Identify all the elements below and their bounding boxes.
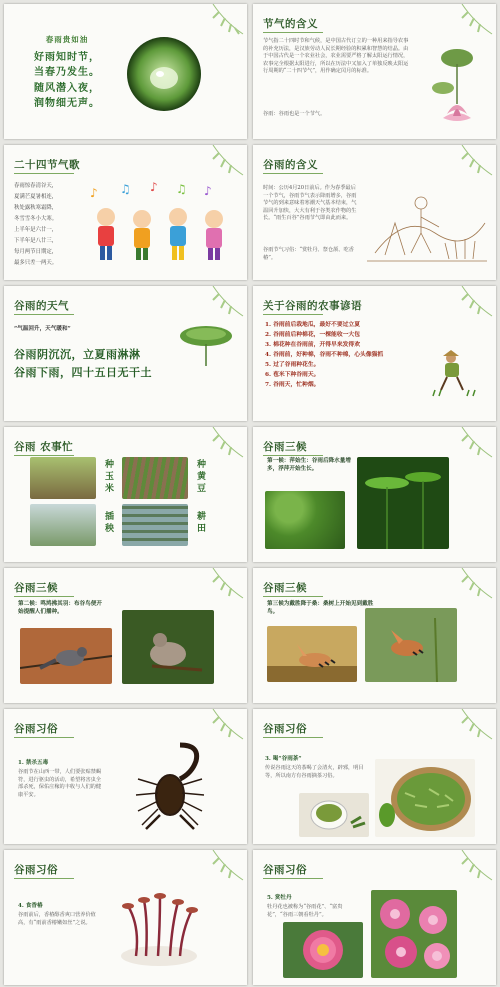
song-line: 最多只差一两天。 — [14, 260, 58, 266]
phase-caption: 第一候：萍始生：谷雨后降水量增多，浮萍开始生长。 — [267, 458, 351, 472]
slide-title: 谷雨三候 — [263, 441, 307, 453]
peony-photo-1 — [283, 922, 363, 978]
willow-leaf-icon — [454, 427, 494, 463]
label-plowing: 耕田 — [195, 511, 205, 535]
willow-leaf-icon — [454, 850, 494, 886]
label-rice: 插秧 — [103, 511, 113, 535]
body-text: 时间：公历4月20日前后。作为春季最后一个节气，谷雨节气表示降雨增多，谷雨节气的到来意味着寒潮天气基本结束，气温回升加快，大大有利于谷类农作物的生长。“雨生百谷”谷雨节气即由此而来。 — [263, 185, 357, 222]
title-underline — [263, 32, 323, 33]
slide-title: 谷雨三候 — [14, 582, 58, 594]
willow-leaf-icon — [454, 709, 494, 745]
farmer-planting-image — [429, 350, 481, 400]
slide-jieqi-meaning[interactable] — [253, 4, 496, 139]
plowing-photo — [122, 504, 188, 546]
footer-text: 谷雨节气习俗：“赏牡丹、祭仓颉、吃香椿”。 — [263, 247, 354, 261]
proverb-line: 谷雨阴沉沉，立夏雨淋淋 — [14, 348, 141, 361]
poem — [34, 32, 100, 112]
title-underline — [263, 737, 323, 738]
willow-leaf-icon — [205, 568, 245, 604]
willow-leaf-icon — [205, 427, 245, 463]
list-item: 1. 谷雨前后栽地瓜，最好不要过立夏 — [265, 322, 361, 328]
slide-title: 谷雨习俗 — [14, 723, 58, 735]
duckweed-photo — [265, 491, 345, 549]
title-underline — [14, 173, 74, 174]
title-underline — [263, 314, 323, 315]
cuckoo-photo-2 — [122, 610, 214, 684]
slide-poem[interactable] — [4, 4, 247, 139]
hoopoe-photo-2 — [365, 608, 457, 682]
list-item: 4. 谷雨前，好种棉，谷雨不种棉，心头像猫抓 — [265, 352, 384, 358]
song-line: 秋处露秋寒霜降， — [14, 205, 58, 211]
footer-text: 谷雨：谷雨也是一个节气。 — [263, 111, 326, 117]
song-lines — [14, 181, 57, 269]
title-underline — [14, 455, 74, 456]
list-item: 6. 苞米下种谷雨天。 — [265, 372, 320, 378]
slide-jieqi-song[interactable] — [4, 145, 247, 280]
soybean-field-photo — [122, 457, 188, 499]
title-underline — [263, 596, 323, 597]
custom-heading: 1. 禁杀五毒 — [18, 760, 49, 766]
lotus-leaf-image — [172, 322, 240, 366]
body-text: 节气指二十四时节和气候，是中国古代订立的一种用来指导农事的补充历法，是汉族劳动人民长期经验的积累和智慧的结晶。由于中国古代是一个农业社会，农业需要严格了解太阳运行情况，农事完全根据太阳进行，所以在历法中又加入了单独反映太阳运行周期的“二十四节气”，用作确定闰月的标准。 — [263, 38, 409, 75]
willow-leaf-icon — [454, 286, 494, 322]
list-item: 5. 过了谷雨种花生。 — [265, 362, 320, 368]
label-soybean: 种黄豆 — [195, 459, 205, 495]
toona-sprouts-image — [116, 886, 202, 972]
title-underline — [14, 596, 74, 597]
willow-leaf-icon — [205, 850, 245, 886]
song-line: 冬雪雪冬小大寒。 — [14, 216, 58, 222]
rice-planting-photo — [30, 504, 96, 546]
slide-custom-4[interactable] — [253, 850, 496, 985]
custom-text: 牡丹花也被称为“谷雨花”、“富贵花”，“谷雨三朝看牡丹”。 — [267, 904, 343, 918]
svg-text:♪: ♪ — [204, 184, 212, 198]
tea-cup-photo — [299, 793, 369, 837]
poem-line: 随风潜入夜， — [34, 82, 100, 94]
poem-heading: 春雨贵如油 — [45, 35, 89, 44]
slide-title: 谷雨习俗 — [14, 864, 58, 876]
willow-leaf-icon — [205, 4, 245, 40]
title-underline — [263, 455, 323, 456]
svg-text:♪: ♪ — [90, 186, 98, 200]
tea-leaves-photo — [375, 759, 475, 837]
custom-heading: 5. 赏牡丹 — [267, 895, 292, 901]
list-item: 2. 谷雨前后种棉花，一棵能收一大包 — [265, 332, 361, 338]
proverb-list — [265, 320, 383, 390]
proverb-line: 谷雨下雨，四十五日无干土 — [14, 366, 152, 379]
poem-line: 润物细无声。 — [34, 98, 100, 109]
willow-leaf-icon — [454, 568, 494, 604]
slide-farm-proverbs[interactable] — [253, 286, 496, 421]
poem-line: 当春乃发生。 — [34, 67, 100, 78]
slide-three-phases-1[interactable] — [253, 427, 496, 562]
willow-leaf-icon — [205, 145, 245, 181]
cuckoo-photo-1 — [20, 628, 112, 684]
list-item: 3. 棉花种在谷雨前，开得早来发得欢 — [265, 342, 361, 348]
willow-leaf-icon — [454, 4, 494, 40]
sprout-photo — [357, 457, 449, 549]
slide-custom-1[interactable] — [4, 709, 247, 844]
title-underline — [263, 173, 323, 174]
slide-title: 关于谷雨的农事谚语 — [263, 300, 362, 312]
song-line: 夏满芒夏暑相连， — [14, 194, 58, 200]
poem-line: 好雨知时节， — [34, 51, 100, 63]
corn-field-photo — [30, 457, 96, 499]
custom-text: 谷雨前后，香椿醇香爽口营养价值高，有“雨前香椿嫩如丝”之说。 — [18, 912, 96, 926]
phase-caption: 第三候为戴胜降于桑：桑树上开始见到戴胜鸟。 — [267, 601, 374, 615]
willow-leaf-icon — [454, 145, 494, 181]
slide-title: 谷雨 农事忙 — [14, 441, 74, 453]
custom-heading: 4. 食香椿 — [18, 903, 43, 909]
list-item: 7. 谷雨天，忙种烟。 — [265, 382, 320, 388]
slide-title: 谷雨习俗 — [263, 864, 307, 876]
custom-text: 传说谷雨这天的茶喝了会清火，辟邪，明目等，所以南方有谷雨摘茶习俗。 — [265, 765, 364, 779]
custom-text: 谷雨节在山西一带，人们要张贴禁蝎符，进行驱虫的活动，希望将害虫全部杀死，保佑庄稼的丰收与人们的健康平安。 — [18, 769, 102, 798]
slide-title: 谷雨的天气 — [14, 300, 69, 312]
slide-guyu-meaning[interactable] — [253, 145, 496, 280]
custom-heading: 3. 喝“谷雨茶” — [265, 756, 302, 762]
slide-title: 谷雨习俗 — [263, 723, 307, 735]
slide-guyu-weather[interactable] — [4, 286, 247, 421]
title-underline — [14, 737, 74, 738]
svg-text:♪: ♪ — [150, 180, 158, 194]
title-underline — [263, 878, 323, 879]
song-line: 下半年是八廿三， — [14, 238, 58, 244]
willow-leaf-icon — [205, 709, 245, 745]
farmer-sketch-image — [365, 183, 489, 265]
slide-farm-busy[interactable] — [4, 427, 247, 562]
scorpion-image — [124, 739, 220, 837]
peony-photo-2 — [371, 890, 457, 978]
song-line: 上半年是六廿一， — [14, 227, 58, 233]
slide-custom-3[interactable] — [4, 850, 247, 985]
slide-title: 谷雨的含义 — [263, 159, 318, 171]
phase-caption: 第二候：鸣鸠拂其羽：布谷鸟便开始提醒人们播种。 — [18, 601, 102, 615]
lotus-image — [429, 44, 487, 136]
slide-custom-2[interactable] — [253, 709, 496, 844]
slide-title: 二十四节气歌 — [14, 159, 80, 171]
svg-text:♫: ♫ — [120, 182, 131, 196]
water-drop-image — [126, 36, 202, 112]
slide-title: 谷雨三候 — [263, 582, 307, 594]
slide-three-phases-2[interactable] — [4, 568, 247, 703]
song-line: 春雨惊春清谷天， — [14, 183, 58, 189]
hoopoe-photo-1 — [267, 626, 357, 682]
slide-three-phases-3[interactable] — [253, 568, 496, 703]
slide-title: 节气的含义 — [263, 18, 318, 30]
title-underline — [14, 878, 74, 879]
song-line: 每月两节日期定， — [14, 249, 58, 255]
title-underline — [14, 314, 74, 315]
svg-text:♫: ♫ — [176, 182, 187, 196]
willow-leaf-icon — [205, 286, 245, 322]
label-corn: 种玉米 — [103, 459, 113, 495]
weather-note: “气温回升，天气暖和” — [14, 326, 71, 332]
singing-children-image — [80, 177, 240, 269]
